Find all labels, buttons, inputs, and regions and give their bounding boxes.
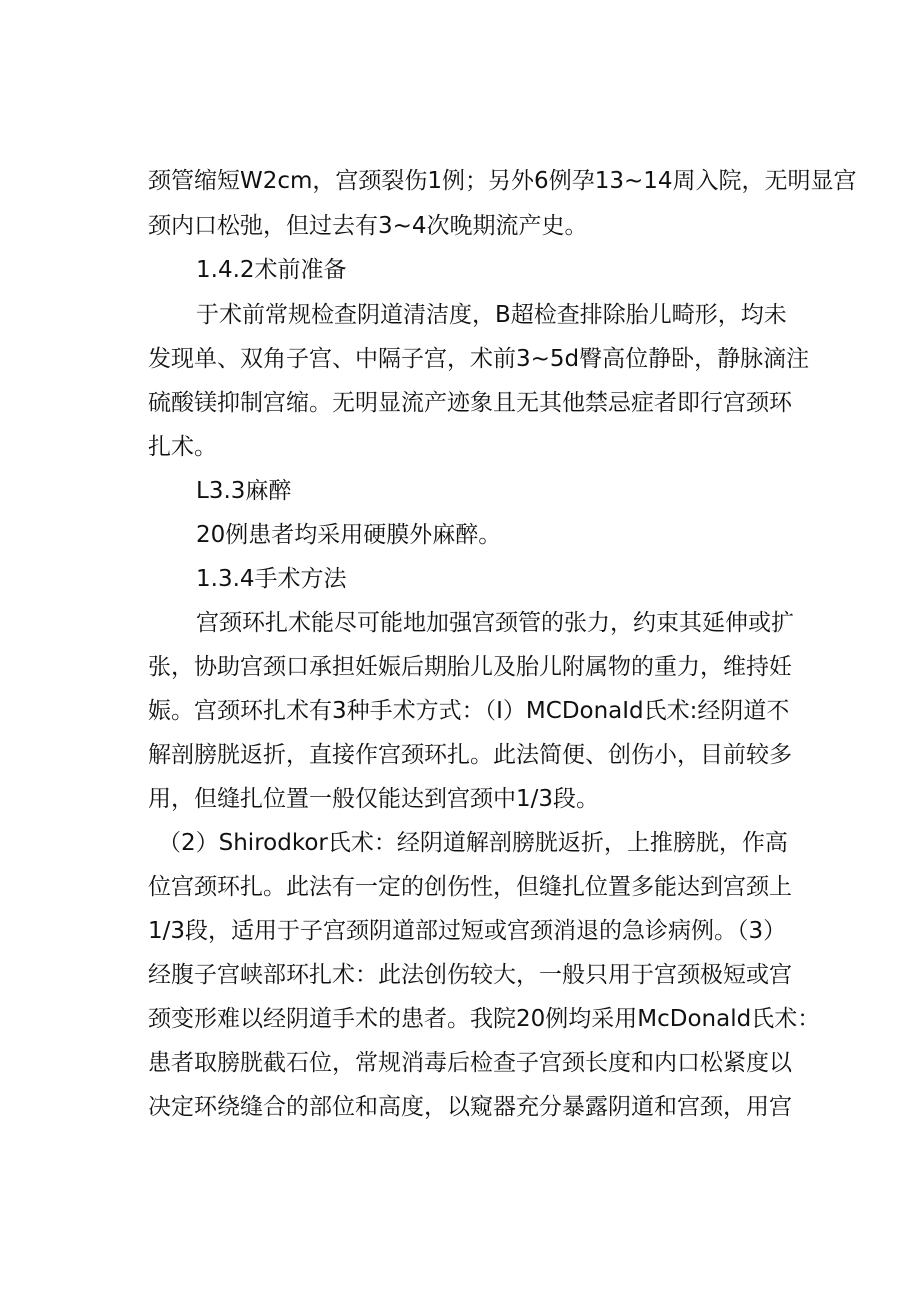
section-heading: 1.4.2术前准备 <box>196 257 347 283</box>
paragraph-line: 颈内口松弛，但过去有3~4次晚期流产史。 <box>148 213 588 239</box>
paragraph-line: 20例患者均采用硬膜外麻醉。 <box>196 522 502 548</box>
paragraph-line: 位宫颈环扎。此法有一定的创伤性，但缝扎位置多能达到宫颈上 <box>148 874 792 900</box>
paragraph-line: 扎术。 <box>148 434 217 460</box>
paragraph-line: 硫酸镁抑制宫缩。无明显流产迹象且无其他禁忌症者即行宫颈环 <box>148 390 792 416</box>
paragraph-line: 于术前常规检查阴道清洁度，B超检查排除胎儿畸形，均未 <box>196 302 787 328</box>
paragraph-line: 解剖膀胱返折，直接作宫颈环扎。此法简便、创伤小，目前较多 <box>148 742 792 768</box>
paragraph-line: （2）Shirodkor氏术：经阴道解剖膀胱返折，上推膀胱，作高 <box>158 830 788 856</box>
paragraph-line: 发现单、双角子宫、中隔子宫，术前3~5d臀高位静卧，静脉滴注 <box>148 346 810 372</box>
section-heading: 1.3.4手术方法 <box>196 566 347 592</box>
paragraph-line: 患者取膀胱截石位，常规消毒后检查子宫颈长度和内口松紧度以 <box>148 1050 792 1076</box>
paragraph-line: 用，但缝扎位置一般仅能达到宫颈中1/3段。 <box>148 786 600 812</box>
paragraph-line: 宫颈环扎术能尽可能地加强宫颈管的张力，约束其延伸或扩 <box>196 610 794 636</box>
paragraph-line: 决定环绕缝合的部位和高度，以窥器充分暴露阴道和宫颈，用宫 <box>148 1094 792 1120</box>
paragraph-line: 张，协助宫颈口承担妊娠后期胎儿及胎儿附属物的重力，维持妊 <box>148 654 792 680</box>
paragraph-line: 1/3段，适用于子宫颈阴道部过短或宫颈消退的急诊病例。（3） <box>148 918 787 944</box>
section-heading: L3.3麻醉 <box>196 478 292 504</box>
paragraph-line: 娠。宫颈环扎术有3种手术方式：（I）MCDonaId氏术:经阴道不 <box>148 698 790 724</box>
paragraph-line: 经腹子宫峡部环扎术：此法创伤较大，一般只用于宫颈极短或宫 <box>148 962 792 988</box>
paragraph-line: 颈变形难以经阴道手术的患者。我院20例均采用McDonald氏术： <box>148 1006 821 1032</box>
paragraph-line: 颈管缩短W2cm，宫颈裂伤1例；另外6例孕13~14周入院，无明显宫 <box>148 168 857 194</box>
